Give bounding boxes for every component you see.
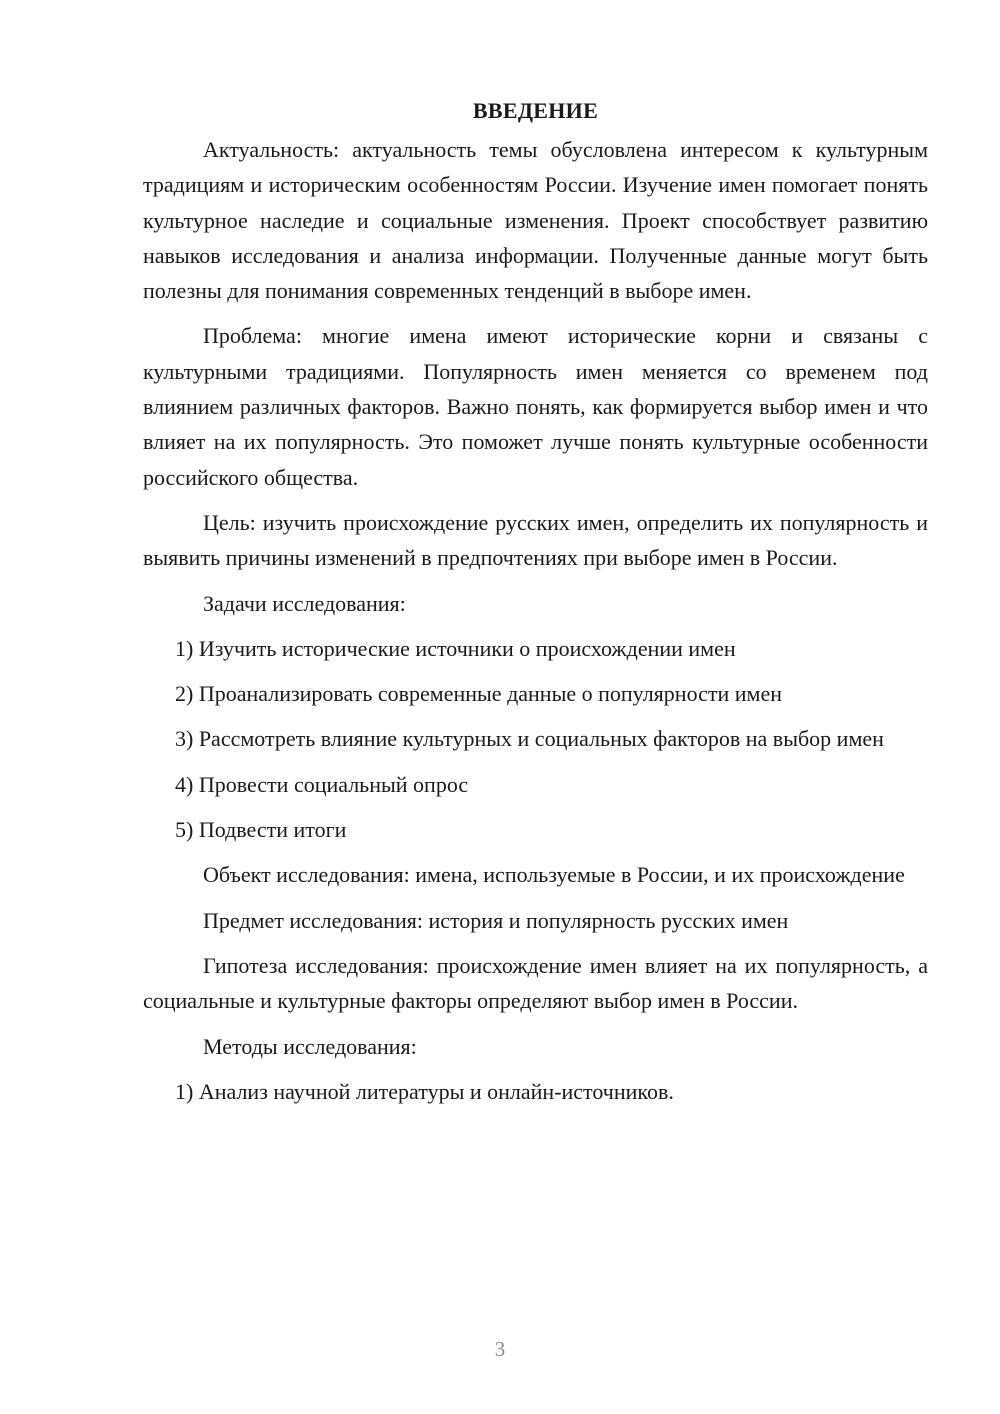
document-page <box>143 96 928 1119</box>
tasks-heading: Задачи исследования: <box>203 590 406 616</box>
page-number: 3 <box>494 1337 506 1361</box>
section-title: ВВЕДЕНИЕ <box>472 98 599 123</box>
task-item: 4) Провести социальный опрос <box>175 771 469 797</box>
paragraph-problem: Проблема: многие имена имеют исторические корни и связаны с культурными традициями. Популярность имен меняется со временем под влиянием различных факторов. Важно понять, как формируется выбор имен и что влияет на их популярность. Это поможет лучше понять культурные особенности российского общества. <box>143 323 928 490</box>
paragraph-hypothesis: Гипотеза исследования: происхождение имен влияет на их популярность, а социальные и культурные факторы определяют выбор имен в России. <box>143 952 928 1014</box>
task-item: 3) Рассмотреть влияние культурных и социальных факторов на выбор имен <box>175 726 884 752</box>
methods-heading: Методы исследования: <box>203 1033 417 1059</box>
task-item: 5) Подвести итоги <box>175 817 347 843</box>
paragraph-relevance: Актуальность: актуальность темы обусловлена интересом к культурным традициям и историческим особенностям России. Изучение имен помогает понять культурное наследие и социальные изменения. Проект способствует развитию навыков исследования и анализа информации. Полученные данные могут быть полезны для понимания современных тенденций в выборе имен. <box>143 137 928 304</box>
task-item: 1) Изучить исторические источники о происхождении имен <box>175 635 736 661</box>
task-item: 2) Проанализировать современные данные о популярности имен <box>175 681 782 707</box>
paragraph-subject: Предмет исследования: история и популярность русских имен <box>203 907 789 933</box>
paragraph-goal: Цель: изучить происхождение русских имен, определить их популярность и выявить причины изменений в предпочтениях при выборе имен в России. <box>143 509 928 571</box>
paragraph-object: Объект исследования: имена, используемые в России, и их происхождение <box>203 862 905 888</box>
method-item: 1) Анализ научной литературы и онлайн-источников. <box>175 1078 674 1104</box>
